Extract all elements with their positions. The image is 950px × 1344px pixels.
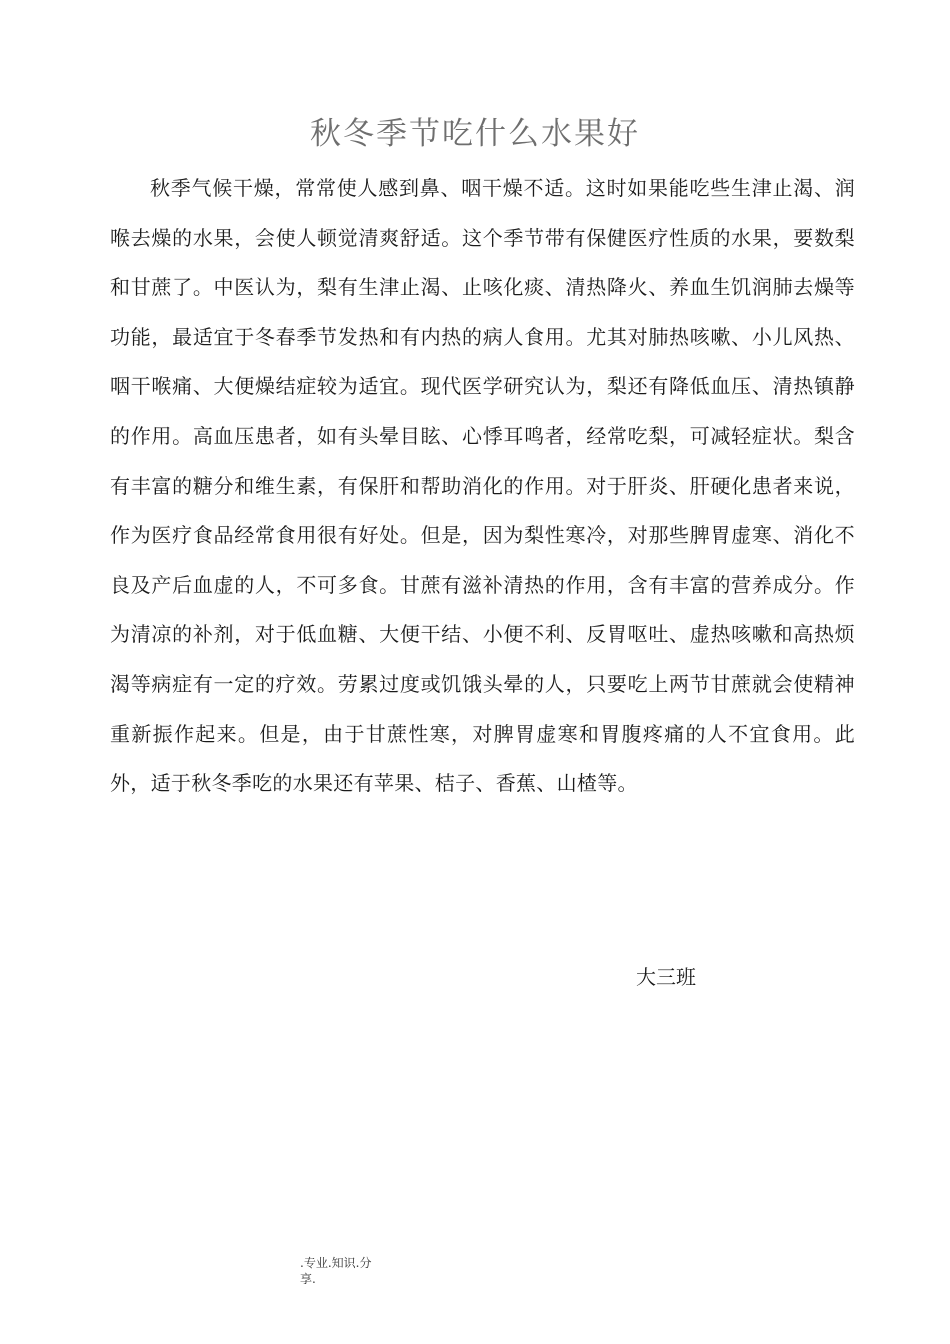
page-footer: .专业.知识.分享. <box>300 1256 372 1286</box>
document-title: 秋冬季节吃什么水果好 <box>310 116 640 152</box>
signature: 大三班 <box>636 965 696 989</box>
body-paragraph: 秋季气候干燥，常常使人感到鼻、咽干燥不适。这时如果能吃些生津止渴、润喉去燥的水果，会使人顿觉清爽舒适。这个季节带有保健医疗性质的水果，要数梨和甘蔗了。中医认为，梨有生津止渴、止咳化痰、清热降火、养血生饥润肺去燥等功能，最适宜于冬春季节发热和有内热的病人食用。尤其对肺热咳嗽、小儿风热、咽干喉痛、大便燥结症较为适宜。现代医学研究认为，梨还有降低血压、清热镇静的作用。高血压患者，如有头晕目眩、心悸耳鸣者，经常吃梨，可减轻症状。梨含有丰富的糖分和维生素，有保肝和帮助消化的作用。对于肝炎、肝硬化患者来说，作为医疗食品经常食用很有好处。但是，因为梨性寒冷，对那些脾胃虚寒、消化不良及产后血虚的人，不可多食。甘蔗有滋补清热的作用，含有丰富的营养成分。作为清凉的补剂，对于低血糖、大便干结、小便不利、反胃呕吐、虚热咳嗽和高热烦渴等病症有一定的疗效。劳累过度或饥饿头晕的人，只要吃上两节甘蔗就会使精神重新振作起来。但是，由于甘蔗性寒，对脾胃虚寒和胃腹疼痛的人不宜食用。此外，适于秋冬季吃的水果还有苹果、桔子、香蕉、山楂等。 <box>110 176 855 796</box>
